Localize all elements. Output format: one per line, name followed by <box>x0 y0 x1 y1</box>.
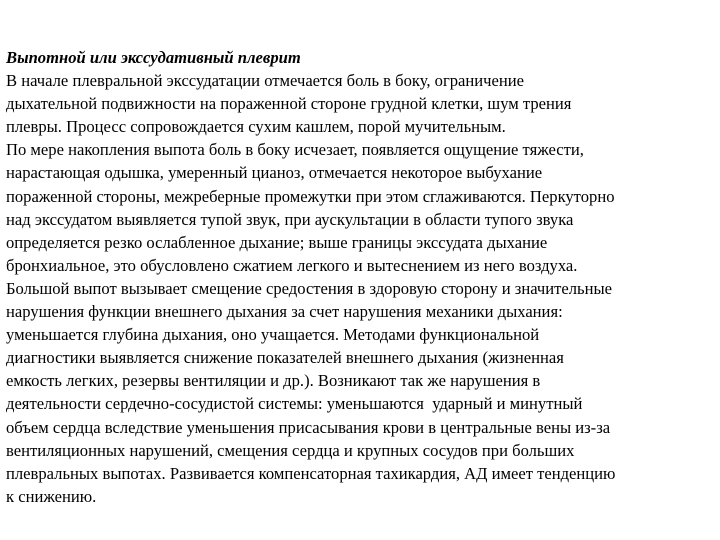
text-line: По мере накопления выпота боль в боку исчезает, появляется ощущение тяжести, <box>6 140 584 160</box>
text-line: Большой выпот вызывает смещение средостения в здоровую сторону и значительные <box>6 278 613 298</box>
text-line: плевры. Процесс сопровождается сухим кашлем, порой мучительным. <box>6 117 506 137</box>
text-line: объем сердца вследствие уменьшения присасывания крови в центральные вены из-за <box>6 417 611 437</box>
document-title: Выпотной или экссудативный плеврит <box>6 48 301 67</box>
text-line: емкость легких, резервы вентиляции и др.). Возникают так же нарушения в <box>6 371 541 391</box>
text-line: определяется резко ослабленное дыхание; выше границы экссудата дыхание <box>6 232 548 252</box>
text-line: диагностики выявляется снижение показателей внешнего дыхания (жизненная <box>6 348 564 368</box>
text-line: над экссудатом выявляется тупой звук, при аускультации в области тупого звука <box>6 209 574 229</box>
text-line: дыхательной подвижности на пораженной стороне грудной клетки, шум трения <box>6 94 572 114</box>
text-line: к снижению. <box>6 486 97 506</box>
document-body <box>6 46 718 508</box>
text-line: пораженной стороны, межреберные промежутки при этом сглаживаются. Перкуторно <box>6 186 615 206</box>
text-line: В начале плевральной экссудатации отмечается боль в боку, ограничение <box>6 71 525 91</box>
text-line: нарушения функции внешнего дыхания за счет нарушения механики дыхания: <box>6 302 563 322</box>
text-line: бронхиальное, это обусловлено сжатием легкого и вытеснением из него воздуха. <box>6 255 578 275</box>
text-line: уменьшается глубина дыхания, оно учащается. Методами функциональной <box>6 325 540 345</box>
text-line: плевральных выпотах. Развивается компенсаторная тахикардия, АД имеет тенденцию <box>6 463 616 483</box>
text-line: нарастающая одышка, умеренный цианоз, отмечается некоторое выбухание <box>6 163 543 183</box>
text-line: деятельности сердечно-сосудистой системы: уменьшаются ударный и минутный <box>6 394 583 414</box>
text-line: вентиляционных нарушений, смещения сердца и крупных сосудов при больших <box>6 440 575 460</box>
